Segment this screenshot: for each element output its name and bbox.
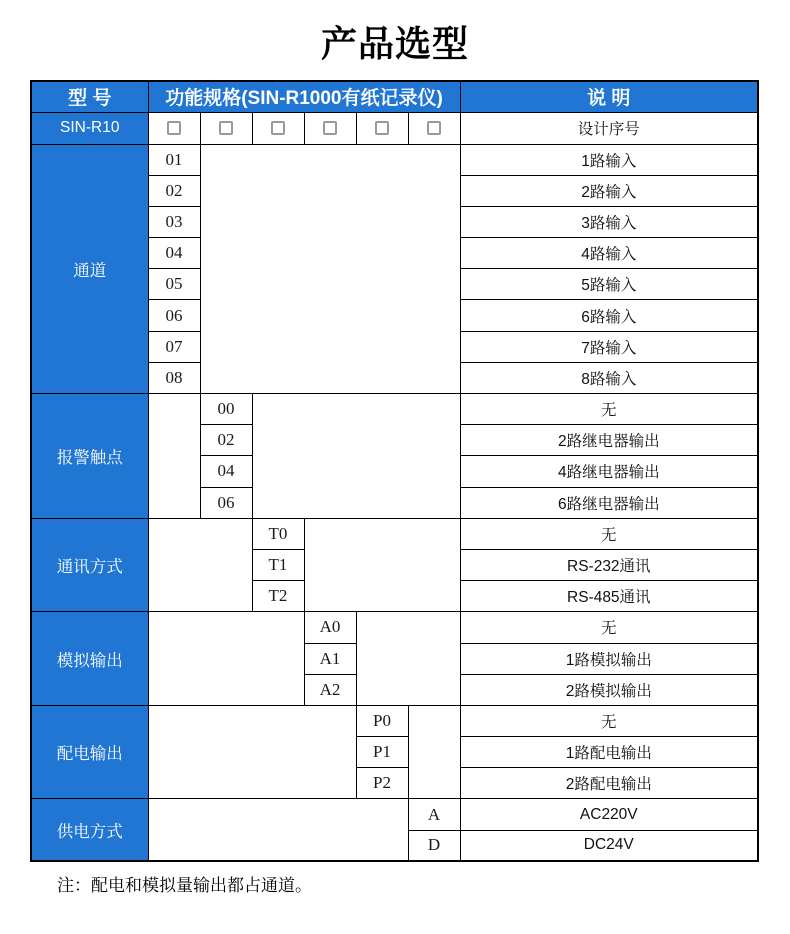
section-label: 通道 <box>31 144 148 394</box>
merged-empty-cell <box>148 799 408 861</box>
merged-empty-cell <box>252 394 460 519</box>
option-code-cell: 07 <box>148 331 200 362</box>
section-label: 模拟输出 <box>31 612 148 706</box>
section-label: 报警触点 <box>31 394 148 519</box>
page-title: 产品选型 <box>320 23 469 64</box>
option-desc-cell: 2路输入 <box>460 175 758 206</box>
merged-empty-cell <box>356 612 460 706</box>
option-code-cell: P2 <box>356 768 408 799</box>
option-desc-cell: 无 <box>460 705 758 736</box>
option-code-cell: 01 <box>148 144 200 175</box>
option-row <box>31 799 758 830</box>
spec-checkbox-cell <box>252 112 304 144</box>
option-desc-cell: 4路输入 <box>460 238 758 269</box>
product-selection-table <box>30 80 759 862</box>
option-code-cell: 06 <box>148 300 200 331</box>
option-code-cell: A <box>408 799 460 830</box>
option-code-cell: T1 <box>252 549 304 580</box>
option-desc-cell: 无 <box>460 612 758 643</box>
option-desc-cell: 7路输入 <box>460 331 758 362</box>
option-desc-cell: RS-232通讯 <box>460 549 758 580</box>
checkbox-icon[interactable] <box>375 121 389 135</box>
section-label: 供电方式 <box>31 799 148 861</box>
option-code-cell: 05 <box>148 269 200 300</box>
spec-checkbox-cell <box>408 112 460 144</box>
option-code-cell: A2 <box>304 674 356 705</box>
merged-empty-cell <box>304 518 460 612</box>
spec-checkbox-cell <box>148 112 200 144</box>
option-desc-cell: 6路输入 <box>460 300 758 331</box>
option-code-cell: 04 <box>148 238 200 269</box>
merged-empty-cell <box>148 705 356 799</box>
header-desc: 说 明 <box>460 81 758 112</box>
option-desc-cell: RS-485通讯 <box>460 581 758 612</box>
merged-empty-cell <box>148 394 200 519</box>
spec-checkbox-cell <box>200 112 252 144</box>
option-code-cell: 00 <box>200 394 252 425</box>
option-desc-cell: DC24V <box>460 830 758 861</box>
option-desc-cell: 4路继电器输出 <box>460 456 758 487</box>
option-desc-cell: 6路继电器输出 <box>460 487 758 518</box>
option-desc-cell: 5路输入 <box>460 269 758 300</box>
option-desc-cell: AC220V <box>460 799 758 830</box>
option-desc-cell: 2路模拟输出 <box>460 674 758 705</box>
option-row <box>31 394 758 425</box>
option-desc-cell: 1路模拟输出 <box>460 643 758 674</box>
option-row <box>31 705 758 736</box>
merged-empty-cell <box>148 518 252 612</box>
merged-empty-cell <box>408 705 460 799</box>
option-desc-cell: 无 <box>460 518 758 549</box>
option-code-cell: P1 <box>356 737 408 768</box>
section-label: 通讯方式 <box>31 518 148 612</box>
option-code-cell: 02 <box>148 175 200 206</box>
model-code-cell: SIN-R10 <box>31 112 148 144</box>
option-desc-cell: 8路输入 <box>460 362 758 393</box>
option-desc-cell: 1路配电输出 <box>460 737 758 768</box>
model-desc-cell: 设计序号 <box>460 112 758 144</box>
option-code-cell: 06 <box>200 487 252 518</box>
checkbox-icon[interactable] <box>427 121 441 135</box>
option-desc-cell: 3路输入 <box>460 206 758 237</box>
option-desc-cell: 无 <box>460 394 758 425</box>
option-desc-cell: 2路配电输出 <box>460 768 758 799</box>
option-code-cell: T2 <box>252 581 304 612</box>
model-row <box>31 112 758 144</box>
checkbox-icon[interactable] <box>219 121 233 135</box>
footnote: 注：配电和模拟量输出都占通道。 <box>57 876 312 895</box>
table-header-row <box>31 81 758 112</box>
checkbox-icon[interactable] <box>323 121 337 135</box>
option-code-cell: P0 <box>356 705 408 736</box>
option-desc-cell: 1路输入 <box>460 144 758 175</box>
option-row <box>31 144 758 175</box>
option-code-cell: T0 <box>252 518 304 549</box>
spec-checkbox-cell <box>356 112 408 144</box>
option-code-cell: A0 <box>304 612 356 643</box>
option-code-cell: 04 <box>200 456 252 487</box>
option-code-cell: A1 <box>304 643 356 674</box>
option-code-cell: 02 <box>200 425 252 456</box>
section-label: 配电输出 <box>31 705 148 799</box>
option-code-cell: D <box>408 830 460 861</box>
option-desc-cell: 2路继电器输出 <box>460 425 758 456</box>
merged-empty-cell <box>148 612 304 706</box>
option-code-cell: 08 <box>148 362 200 393</box>
checkbox-icon[interactable] <box>271 121 285 135</box>
option-row <box>31 518 758 549</box>
spec-checkbox-cell <box>304 112 356 144</box>
checkbox-icon[interactable] <box>167 121 181 135</box>
option-code-cell: 03 <box>148 206 200 237</box>
header-model: 型 号 <box>31 81 148 112</box>
merged-empty-cell <box>200 144 460 394</box>
header-spec: 功能规格(SIN-R1000有纸记录仪) <box>148 81 460 112</box>
option-row <box>31 612 758 643</box>
